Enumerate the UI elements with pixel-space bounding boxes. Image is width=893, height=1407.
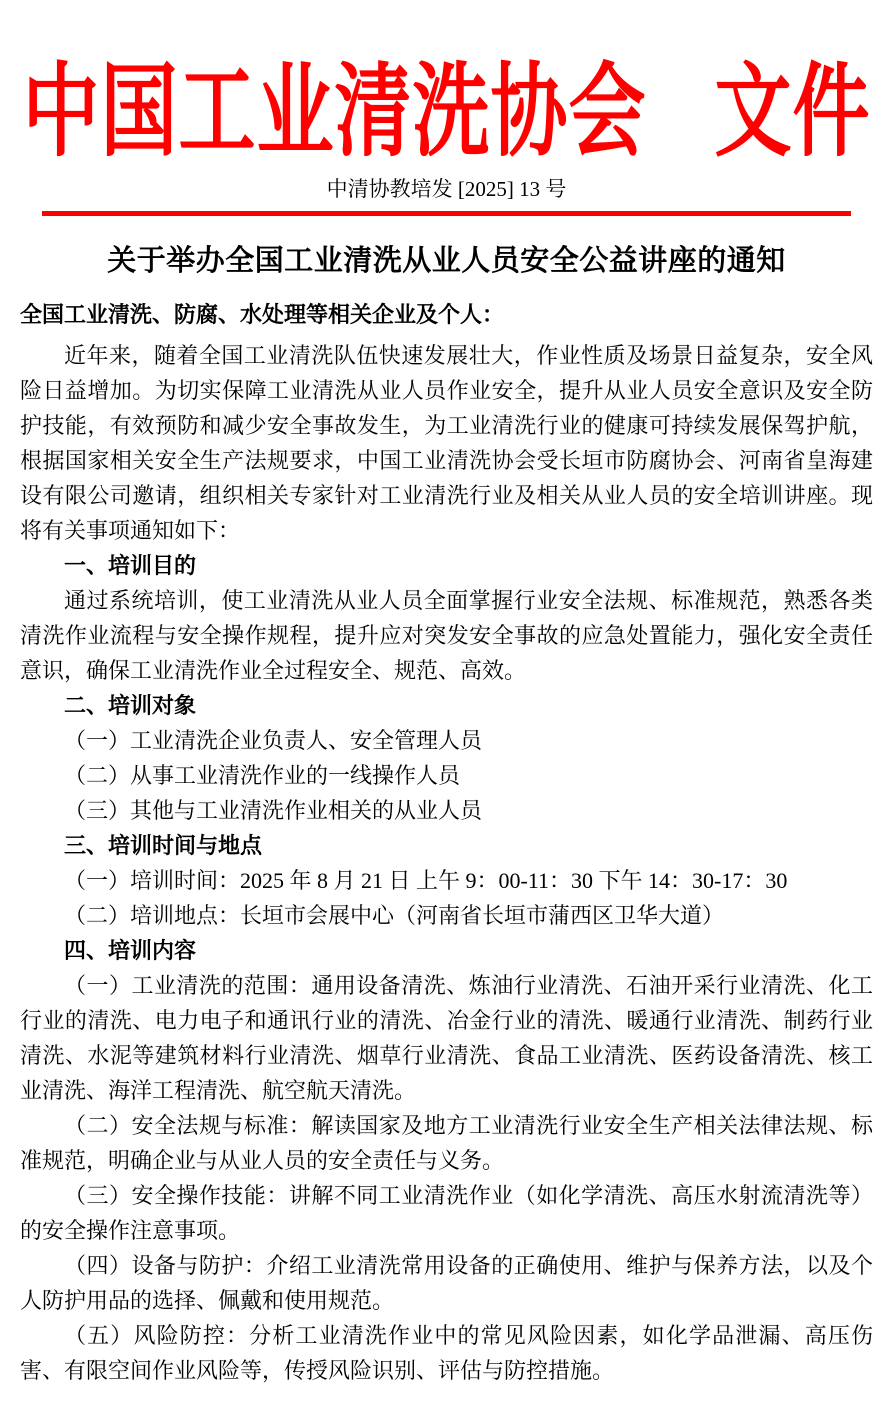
letterhead xyxy=(20,46,873,169)
section-purpose-paragraph: 通过系统培训，使工业清洗从业人员全面掌握行业安全法规、标准规范，熟悉各类清洗作业流程与安全操作规程，提升应对突发安全事故的应急处置能力，强化安全责任意识，确保工业清洗作业全过程安全、规范、高效。 xyxy=(20,588,873,683)
salutation: 全国工业清洗、防腐、水处理等相关企业及个人： xyxy=(20,302,505,327)
org-name: 中国工业清洗协会 xyxy=(22,54,647,169)
document-title: 关于举办全国工业清洗从业人员安全公益讲座的通知 xyxy=(107,245,786,277)
training-place-line: （二）培训地点：长垣市会展中心（河南省长垣市蒲西区卫华大道） xyxy=(64,903,725,928)
section-heading-time-place: 三、培训时间与地点 xyxy=(64,833,263,858)
intro-paragraph: 近年来，随着全国工业清洗队伍快速发展壮大，作业性质及场景日益复杂，安全风险日益增加。为切实保障工业清洗从业人员作业安全，提升从业人员安全意识及安全防护技能，有效预防和减少安全事故发生，为工业清洗行业的健康可持续发展保驾护航，根据国家相关安全生产法规要求，中国工业清洗协会受长垣市防腐协会、河南省皇海建设有限公司邀请，组织相关专家针对工业清洗行业及相关从业人员的安全培训讲座。现将有关事项通知如下： xyxy=(20,343,873,543)
section-heading-audience: 二、培训对象 xyxy=(64,693,197,718)
training-time-line: （一）培训时间：2025 年 8 月 21 日 上午 9：00-11：30 下午 14：30-17：30 xyxy=(64,868,788,893)
content-item-skills: （三）安全操作技能：讲解不同工业清洗作业（如化学清洗、高压水射流清洗等）的安全操作注意事项。 xyxy=(20,1183,873,1243)
letterhead-banner xyxy=(23,30,871,177)
audience-item-1: （一）工业清洗企业负责人、安全管理人员 xyxy=(64,728,483,753)
audience-item-3: （三）其他与工业清洗作业相关的从业人员 xyxy=(64,798,483,823)
audience-item-2: （二）从事工业清洗作业的一线操作人员 xyxy=(64,763,461,788)
section-heading-purpose: 一、培训目的 xyxy=(64,553,197,578)
content-item-equipment: （四）设备与防护：介绍工业清洗常用设备的正确使用、维护与保养方法，以及个人防护用品的选择、佩戴和使用规范。 xyxy=(20,1253,873,1313)
section-heading-content: 四、培训内容 xyxy=(64,938,197,963)
document-body xyxy=(20,338,873,1388)
red-divider-rule xyxy=(42,211,851,216)
content-item-regulations: （二）安全法规与标准：解读国家及地方工业清洗行业安全生产相关法律法规、标准规范，明确企业与从业人员的安全责任与义务。 xyxy=(20,1113,873,1173)
doc-type-label: 文件 xyxy=(714,54,871,169)
doc-number: 中清协教培发 [2025] 13 号 xyxy=(326,177,567,201)
content-item-risk: （五）风险防控：分析工业清洗作业中的常见风险因素，如化学品泄漏、高压伤害、有限空间作业风险等，传授风险识别、评估与防控措施。 xyxy=(20,1323,873,1383)
content-item-scope: （一）工业清洗的范围：通用设备清洗、炼油行业清洗、石油开采行业清洗、化工行业的清洗、电力电子和通讯行业的清洗、冶金行业的清洗、暖通行业清洗、制药行业清洗、水泥等建筑材料行业清洗、烟草行业清洗、食品工业清洗、医药设备清洗、核工业清洗、海洋工程清洗、航空航天清洗。 xyxy=(20,973,873,1103)
